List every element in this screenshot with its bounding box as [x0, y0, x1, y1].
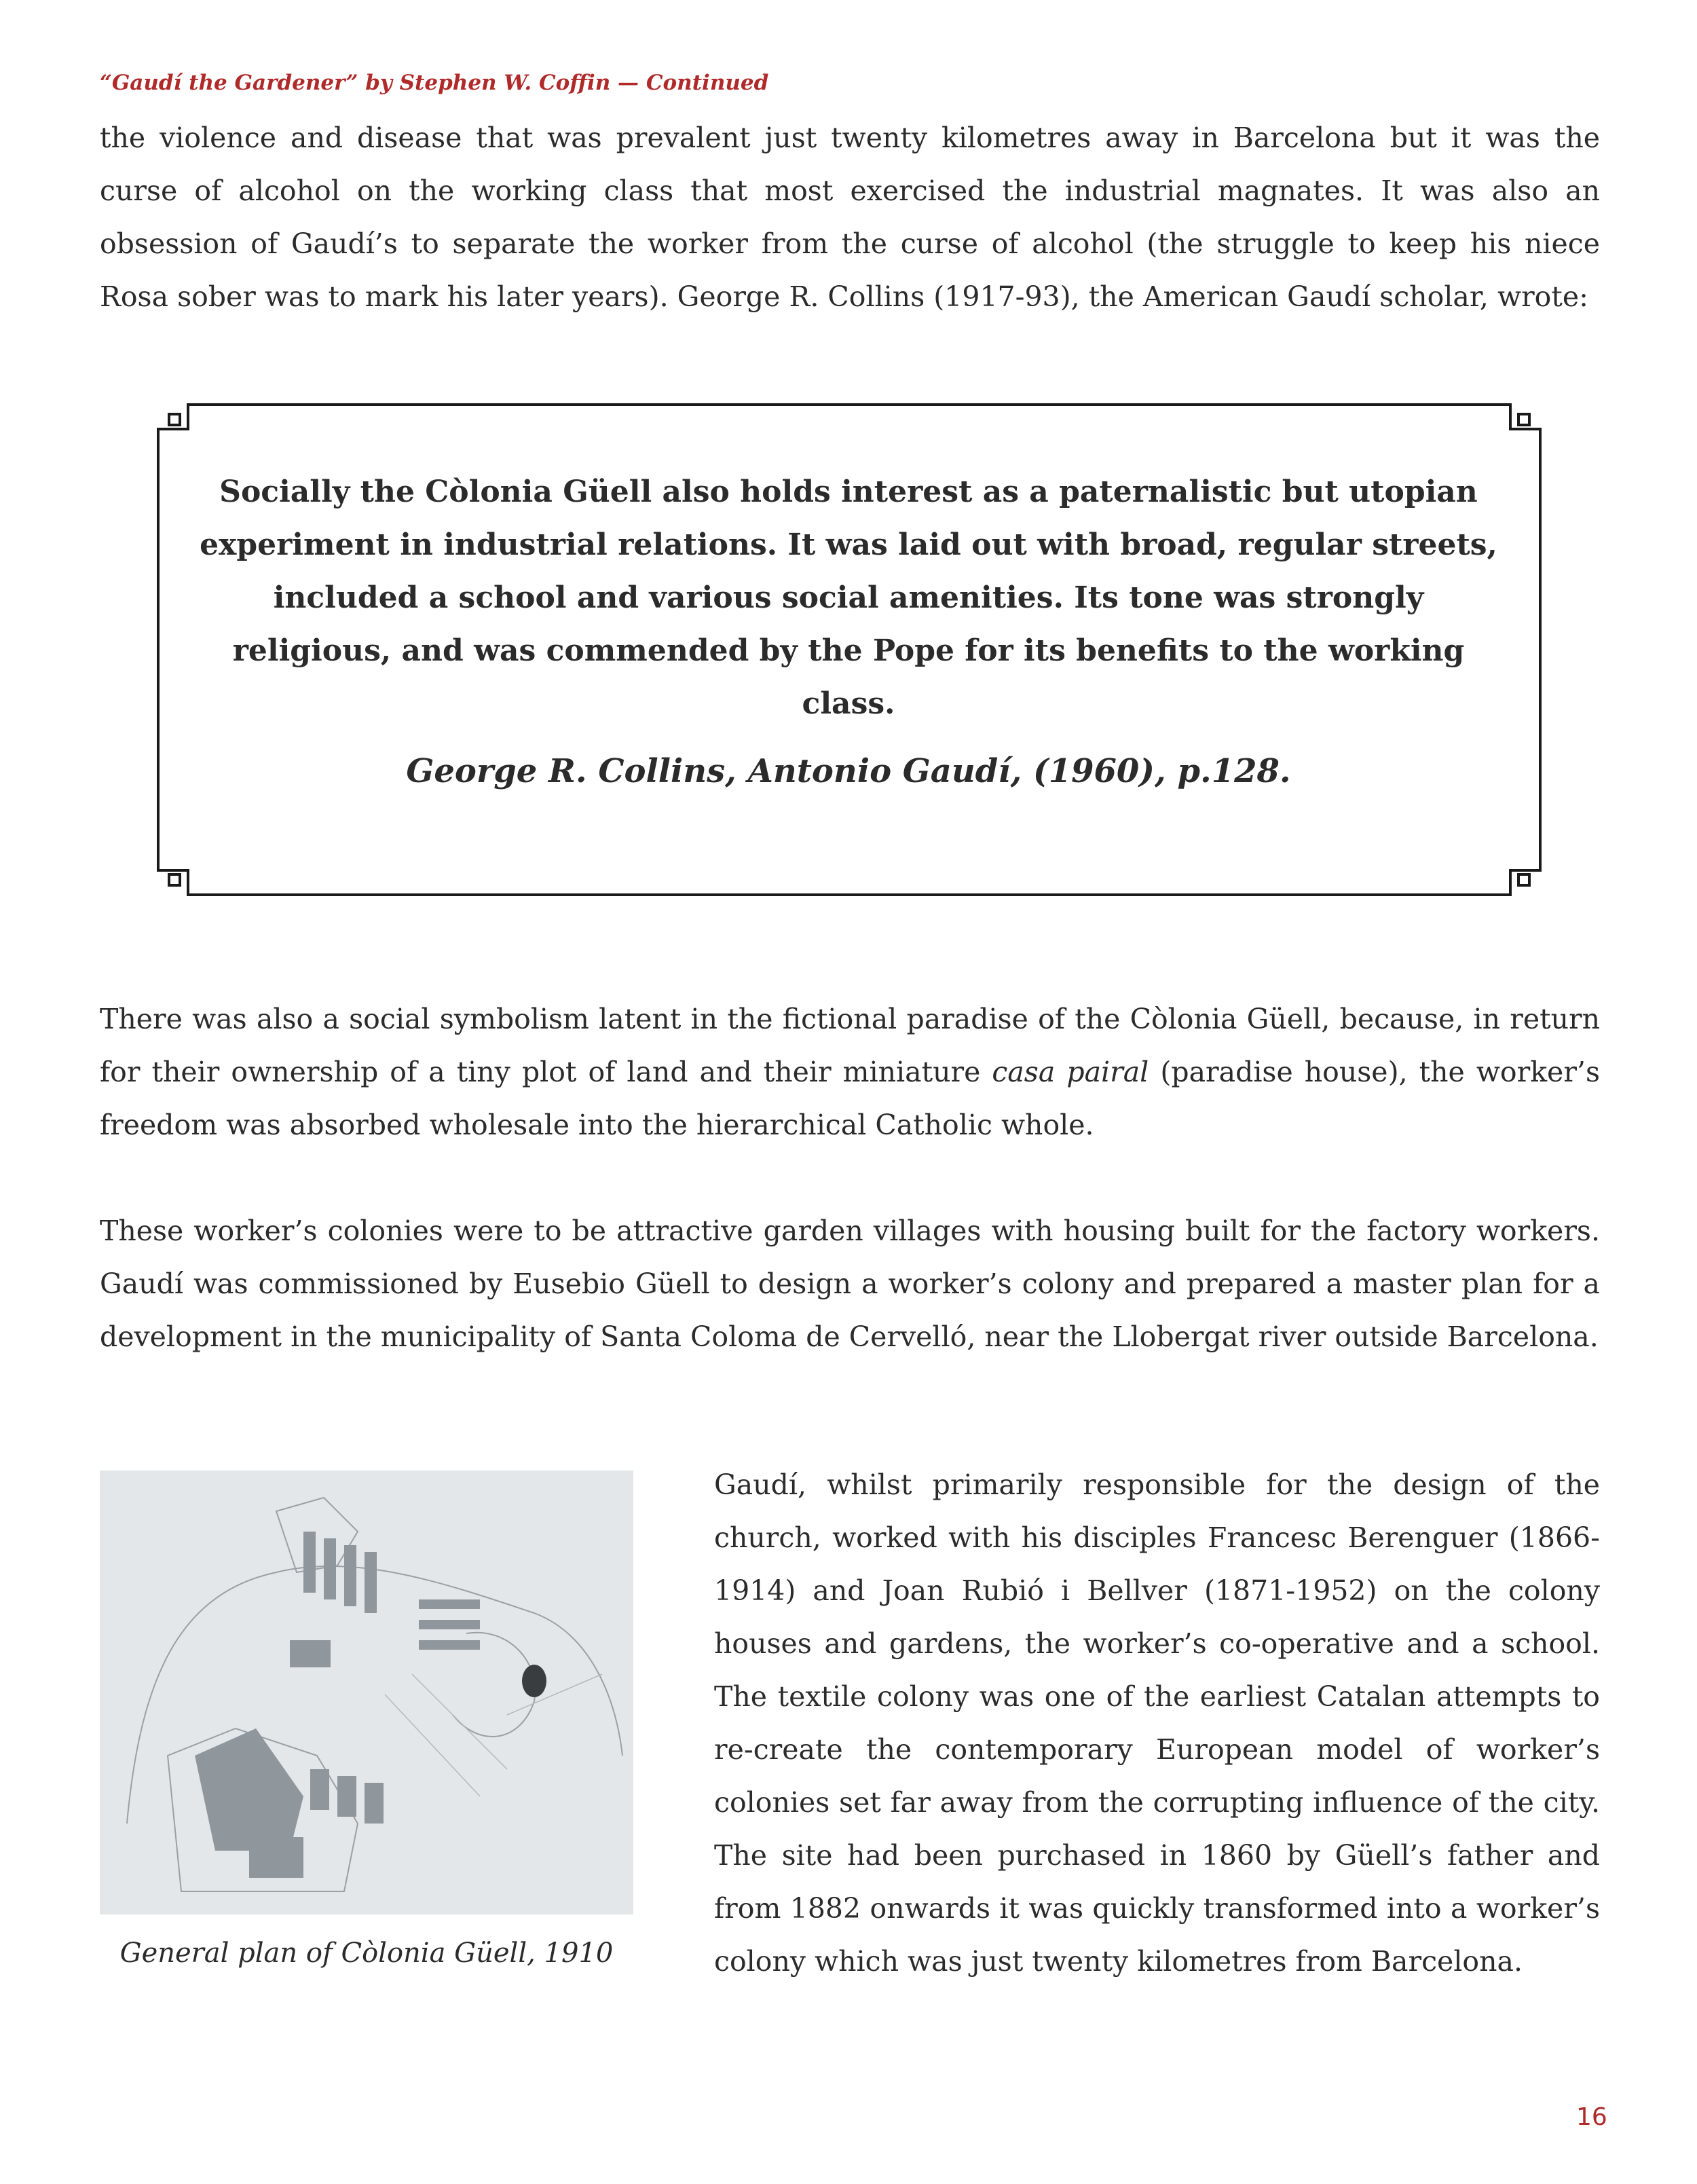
- body-paragraph-3: These worker’s colonies were to be attractive garden villages with housing built for the factory workers. Gaudí was commissioned by Eusebio Güell to design a worker’s colony and prepared a master plan for a development in the municipality of Santa Coloma de Cervelló, near the Llobergat river outside Barcelona.: [100, 1215, 1600, 1353]
- running-header: “Gaudí the Gardener” by Stephen W. Coffin — Continued: [100, 71, 769, 95]
- colony-plan-drawing: [100, 1470, 633, 1914]
- quote-citation: George R. Collins, Antonio Gaudí, (1960), p.128.: [406, 752, 1291, 790]
- para2-text-before: There was also a social symbolism latent in the fictional paradise of the Còlonia Güell, because, in return for their ownership of a tiny plot of land and their miniature: [100, 1003, 1600, 1088]
- colony-plan-image: [100, 1470, 633, 1914]
- para2-italic-term: casa pairal: [992, 1056, 1149, 1088]
- para2-text-after: (paradise house), the worker’s freedom was absorbed wholesale into the hierarchical Catholic whole.: [100, 1056, 1600, 1141]
- page-number: 16: [1576, 2103, 1607, 2131]
- body-paragraph-1: the violence and disease that was prevalent just twenty kilometres away in Barcelona but it was the curse of alcohol on the working class that most exercised the industrial magnates. It was also an obsession of Gaudí’s to separate the worker from the curse of alcohol (the struggle to keep his niece Rosa sober was to mark his later years). George R. Collins (1917-93), the American Gaudí scholar, wrote:: [100, 122, 1600, 313]
- figure-caption: General plan of Còlonia Güell, 1910: [119, 1938, 614, 1969]
- body-paragraph-2: [100, 993, 1600, 1151]
- block-quote: Socially the Còlonia Güell also holds interest as a paternalistic but utopian experiment in industrial relations. It was laid out with broad, regular streets, included a school and various social amenities. Its tone was strongly religious, and was commended by the Pope for its benefits to the working class.: [200, 475, 1497, 721]
- body-paragraph-4: Gaudí, whilst primarily responsible for the design of the church, worked with his disciples Francesc Berenguer (1866-1914) and Joan Rubió i Bellver (1871-1952) on the colony houses and gardens, the worker’s co-operative and a school. The textile colony was one of the earliest Catalan attempts to re-create the contemporary European model of worker’s colonies set far away from the corrupting influence of the city. The site had been purchased in 1860 by Güell’s father and from 1882 onwards it was quickly transformed into a worker’s colony which was just twenty kilometres from Barcelona.: [714, 1468, 1600, 1978]
